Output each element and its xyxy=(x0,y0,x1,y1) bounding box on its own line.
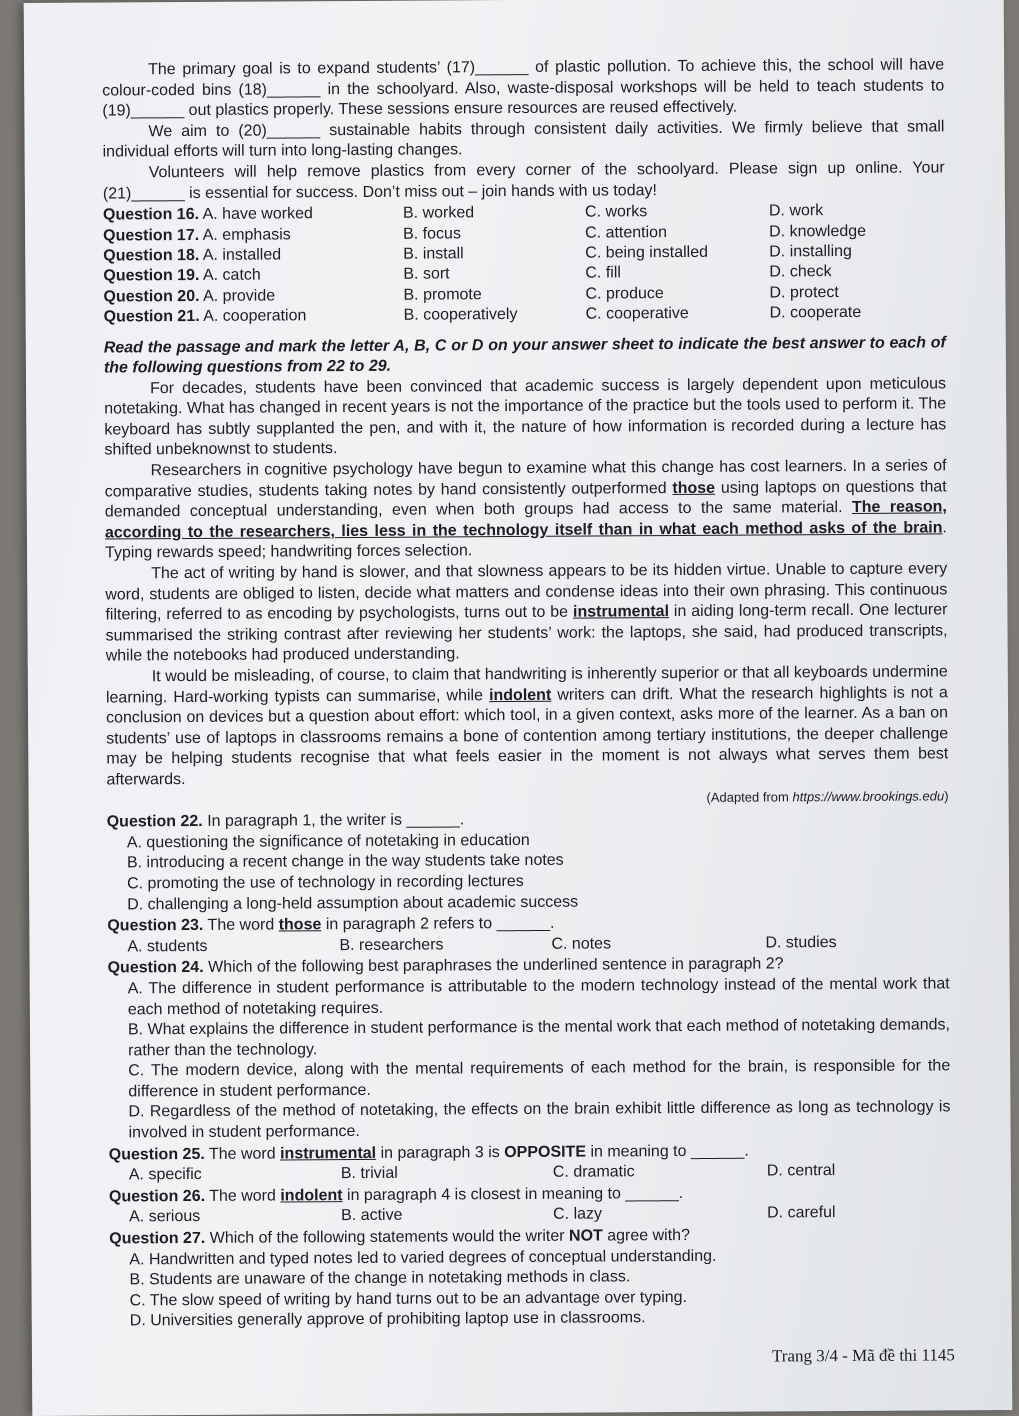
q22-option-c[interactable]: C. promoting the use of technology in recording lectures xyxy=(127,872,524,893)
q26-stem-a: The word xyxy=(209,1187,276,1205)
question-label: Question 18. xyxy=(103,246,200,265)
option-d[interactable]: D. cooperate xyxy=(769,304,862,322)
q25-option-b[interactable]: B. trivial xyxy=(340,1164,398,1183)
option-question-cell xyxy=(103,265,403,287)
q23-label: Question 23. xyxy=(107,917,204,935)
underlined-sentence: The reason, according to the researchers, lies less in the technology itself than in what each method asks of the brain xyxy=(104,498,947,542)
option-b[interactable]: B. install xyxy=(403,245,464,263)
options-grid xyxy=(103,201,946,328)
question-label: Question 19. xyxy=(103,267,200,285)
option-b[interactable]: B. worked xyxy=(402,204,475,222)
q26-option-b[interactable]: B. active xyxy=(341,1207,403,1225)
option-d[interactable]: D. check xyxy=(769,263,832,281)
option-c[interactable]: C. attention xyxy=(585,223,667,242)
option-a[interactable]: A. emphasis xyxy=(202,225,291,244)
option-d[interactable]: D. protect xyxy=(769,283,839,302)
p4-text-b: writers can drift. What the research highlights is not a conclusion on devices but a question about effort: which tool, in a given context, asks more of the learner. As a ban on students’ use of laptops in classrooms remains a bone of contention among tertiary institutions, the deeper challenge may be helping students recognise that what feels easier in the moment is not always what serves them best afterwards. xyxy=(106,683,949,789)
option-c[interactable]: C. cooperative xyxy=(585,305,689,323)
q26-option-a[interactable]: A. serious xyxy=(129,1208,201,1226)
q27-stem-a: Which of the following statements would the writer xyxy=(209,1227,565,1247)
q25-word: instrumental xyxy=(280,1144,377,1163)
q22-option-a[interactable]: A. questioning the significance of notetaking in education xyxy=(126,831,530,852)
option-d[interactable]: D. installing xyxy=(769,242,852,261)
q24-option-c[interactable]: C. The modern device, along with the mental requirements of each method for the brain, is responsible for the difference in student performance. xyxy=(128,1057,951,1101)
p2-text-b: using laptops on questions that demanded conceptual understanding, even when both groups had access to the same material. xyxy=(104,478,947,521)
options-row xyxy=(104,302,946,328)
word-indolent: indolent xyxy=(488,686,552,704)
p3-text-b: in aiding long-term recall. One lecturer summarised the striking contrast after reviewing her students’ work: the laptops, she said, had produced transcripts, while the notebooks had produced understanding. xyxy=(105,601,948,665)
q25-option-a[interactable]: A. specific xyxy=(128,1166,202,1184)
q27-stem-b: agree with? xyxy=(607,1226,691,1245)
option-c[interactable]: C. produce xyxy=(585,284,664,303)
q27-option-a[interactable]: A. Handwritten and typed notes led to varied degrees of conceptual understanding. xyxy=(129,1247,717,1269)
option-b[interactable]: B. focus xyxy=(403,224,461,243)
q24-option-d[interactable]: D. Regardless of the method of notetaking, the effects on the brain exhibit little difference as long as technology is involved in student performance. xyxy=(128,1098,951,1142)
q23-option-b[interactable]: B. researchers xyxy=(339,936,444,954)
option-a[interactable]: A. installed xyxy=(202,246,282,264)
source-url: https://www.brookings.edu xyxy=(792,787,945,804)
passage2-paragraph-2 xyxy=(104,456,947,564)
q24-option-b[interactable]: B. What explains the difference in student performance is the mental work that each method of notetaking demands, rather than the technology. xyxy=(127,1016,951,1060)
q25-stem-c: in meaning to ______. xyxy=(590,1142,749,1161)
q23-stem-a: The word xyxy=(207,916,275,935)
word-those: those xyxy=(672,479,716,497)
passage2-paragraph-4 xyxy=(106,662,949,791)
p2-text-a: Researchers in cognitive psychology have begun to examine what this change has cost learners. In a series of comparative studies, students taking notes by hand consistently outperformed xyxy=(104,457,947,501)
passage2-paragraph-1: For decades, students have been convinced that academic success is largely dependent upon meticulous notetaking. What has changed in recent years is not the importance of the practice but the tools used to perform it. The keyboard has subtly supplanted the pen, and with it, the nature of how information is recorded during a lecture has shifted unbeknownst to students. xyxy=(104,375,947,459)
option-c[interactable]: C. works xyxy=(584,203,648,221)
q23-stem-b: in paragraph 2 refers to ______. xyxy=(325,914,555,934)
q23-word: those xyxy=(278,916,322,934)
option-question-cell xyxy=(104,306,404,328)
q22-option-b[interactable]: B. introducing a recent change in the way students take notes xyxy=(126,852,564,872)
q24-stem: Which of the following best paraphrases the underlined sentence in paragraph 2? xyxy=(208,955,784,977)
option-a[interactable]: A. have worked xyxy=(202,205,313,224)
q25-stem-b: in paragraph 3 is xyxy=(380,1143,500,1162)
q24-label: Question 24. xyxy=(107,959,204,977)
q26-word: indolent xyxy=(280,1186,343,1205)
option-question-cell xyxy=(103,285,403,307)
q27-option-d[interactable]: D. Universities generally approve of prohibiting laptop use in classrooms. xyxy=(129,1309,646,1330)
option-a[interactable]: A. provide xyxy=(203,287,276,305)
q23-option-d[interactable]: D. studies xyxy=(765,933,837,952)
q23-option-c[interactable]: C. notes xyxy=(551,935,612,953)
q27-label: Question 27. xyxy=(109,1229,206,1248)
q25-option-c[interactable]: C. dramatic xyxy=(552,1163,635,1182)
q26-label: Question 26. xyxy=(108,1187,206,1206)
option-d[interactable]: D. knowledge xyxy=(769,222,867,241)
page-footer: Trang 3/4 - Mã đề thi 1145 xyxy=(771,1345,955,1366)
q25-option-d[interactable]: D. central xyxy=(766,1162,836,1180)
question-25 xyxy=(109,1140,951,1186)
q23-option-a[interactable]: A. students xyxy=(127,937,208,956)
word-instrumental: instrumental xyxy=(572,603,670,621)
passage1-paragraph-2: We aim to (20)______ sustainable habits through consistent daily activities. We firmly believe that small individual efforts will turn into long-lasting changes. xyxy=(102,118,945,161)
option-b[interactable]: B. sort xyxy=(403,265,450,284)
q26-option-c[interactable]: C. lazy xyxy=(553,1205,603,1224)
option-a[interactable]: A. cooperation xyxy=(203,307,307,326)
p4-text-a: It would be misleading, of course, to claim that handwriting is inherently superior or that all keyboards undermine learning. Hard-working typists can summarise, while xyxy=(105,663,948,707)
source-prefix: (Adapted from xyxy=(706,788,793,805)
passage1-paragraph-3: Volunteers will help remove plastics from every corner of the schoolyard. Please sign up online. Your (21)______ is essential for success. Don’t miss out – join hands with us today! xyxy=(102,159,945,203)
q25-label: Question 25. xyxy=(108,1145,205,1164)
question-23 xyxy=(107,911,949,957)
question-label: Question 17. xyxy=(103,226,200,245)
option-question-cell xyxy=(103,224,403,246)
option-question-cell xyxy=(103,245,403,267)
q22-option-d[interactable]: D. challenging a long-held assumption about academic success xyxy=(127,893,579,913)
question-label: Question 16. xyxy=(102,206,200,224)
option-question-cell xyxy=(103,204,403,226)
passage1-paragraph-1: The primary goal is to expand students’ (17)______ of plastic pollution. To achieve this, the school will have colour-coded bins (18)______ in the schoolyard. Also, waste-disposal workshops will be held to teach students to (19)______ out plastics properly. These sessions ensure resources are reused effectively. xyxy=(102,56,945,120)
q27-option-c[interactable]: C. The slow speed of writing by hand turns out to be an advantage over typing. xyxy=(129,1288,688,1310)
question-label: Question 21. xyxy=(103,308,200,326)
option-c[interactable]: C. fill xyxy=(585,264,621,282)
source-suffix: ) xyxy=(944,787,949,803)
q26-option-d[interactable]: D. careful xyxy=(767,1204,836,1222)
option-b[interactable]: B. cooperatively xyxy=(403,306,518,324)
q25-opposite: OPPOSITE xyxy=(504,1143,587,1161)
p2-text-c: . Typing rewards speed; handwriting forces selection. xyxy=(105,519,947,562)
option-c[interactable]: C. being installed xyxy=(585,243,709,262)
question-label: Question 20. xyxy=(103,287,200,306)
q22-stem: In paragraph 1, the writer is ______. xyxy=(207,811,465,831)
question-26 xyxy=(109,1182,951,1228)
exam-page xyxy=(24,0,1013,1416)
p3-text-a: The act of writing by hand is slower, and that slowness appears to be its hidden virtue. Unable to capture every word, students are obliged to listen, decide what matters and condense ideas into their own phrasing. This continuous filtering, referred to as encoding by psychologists, turns out to be xyxy=(105,560,948,624)
option-b[interactable]: B. promote xyxy=(403,285,482,304)
q27-not: NOT xyxy=(568,1227,603,1245)
reading-instruction: Read the passage and mark the letter A, B, C or D on your answer sheet to indicate the best answer to each of the following questions from 22 to 29. xyxy=(103,333,946,377)
page-content xyxy=(102,55,952,1332)
q26-stem-b: in paragraph 4 is closest in meaning to ______. xyxy=(346,1184,684,1204)
q27-option-b[interactable]: B. Students are unaware of the change in notetaking methods in class. xyxy=(129,1268,631,1289)
passage2-paragraph-3 xyxy=(105,559,948,667)
option-a[interactable]: A. catch xyxy=(202,266,261,285)
question-27 xyxy=(109,1224,952,1332)
question-24 xyxy=(108,954,951,1144)
q25-stem-a: The word xyxy=(208,1145,276,1163)
question-22 xyxy=(107,808,950,916)
q24-option-a[interactable]: A. The difference in student performance is attributable to the modern technology instead of the mental work that each method of notetaking requires. xyxy=(127,975,950,1018)
option-d[interactable]: D. work xyxy=(768,202,824,220)
q22-label: Question 22. xyxy=(106,813,203,831)
